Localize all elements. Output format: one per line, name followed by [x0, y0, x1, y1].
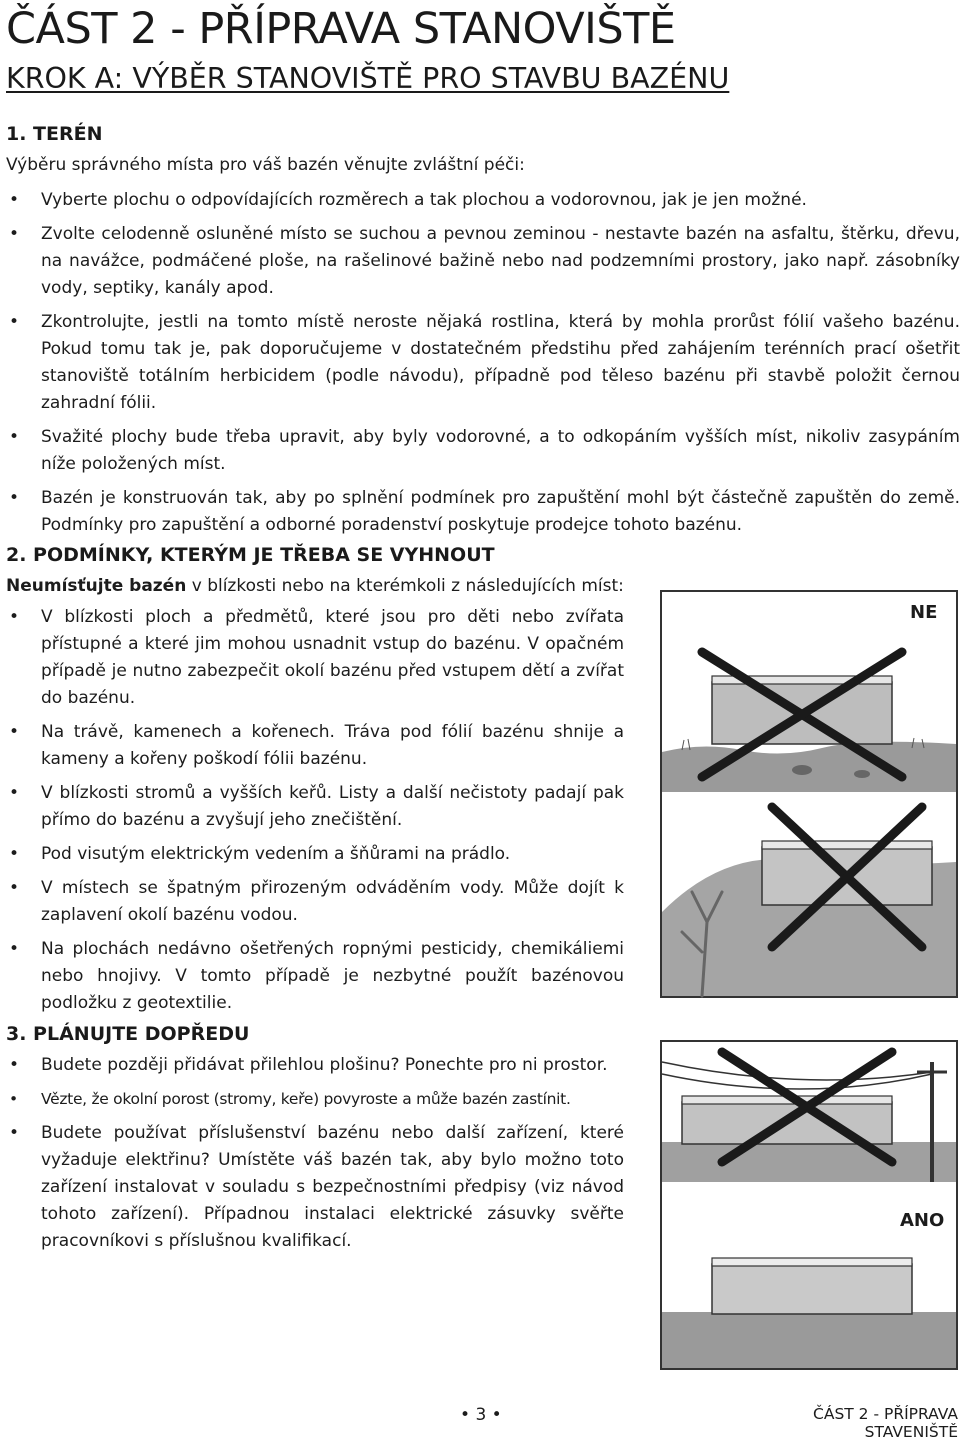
list-item: • V místech se špatným přirozeným odváděním vody. Může dojít k zaplavení okolí bazénu vodou. — [9, 878, 624, 925]
list-item: • Na plochách nedávno ošetřených ropnými pesticidy, chemikáliemi nebo hnojivy. V tomto případě je nezbytné použít bazénovou podložku z geotextilie. — [9, 939, 624, 1013]
list-item: • V blízkosti ploch a předmětů, které jsou pro děti nebo zvířata přístupné a které jim mohou usnadnit vstup do bazénu. V opačném případě je nutno zabezpečit okolí bazénu před vstupem dětí a zvířat do bazénu. — [9, 607, 624, 708]
list-item: • Vyberte plochu o odpovídajících rozměrech a tak plochou a vodorovnou, jak je jen možné. — [9, 190, 807, 210]
list-item: • Zkontrolujte, jestli na tomto místě neroste nějaká rostlina, která by mohla prorůst fólií vašeho bazénu. Pokud tomu tak je, pak doporučujeme v dostatečném předstihu před zahájením terénních prací ošetřit stanoviště totálním herbicidem (podle návodu), případně pod těleso bazénu při stavbě položit černou zahradní fólii. — [9, 312, 960, 413]
list-item: • Vězte, že okolní porost (stromy, keře) povyroste a může bazén zastínit. — [9, 1090, 571, 1108]
footer-section-title: ČÁST 2 - PŘÍPRAVA STAVENIŠTĚ — [813, 1405, 958, 1441]
section2-intro-rest: v blízkosti nebo na kterémkoli z následujících míst: — [186, 576, 624, 596]
section3-heading: 3. PLÁNUJTE DOPŘEDU — [6, 1023, 250, 1045]
section3-list — [6, 1052, 624, 1262]
page-title: ČÁST 2 - PŘÍPRAVA STANOVIŠTĚ — [6, 4, 676, 54]
section1-list — [6, 187, 960, 546]
section2-intro-bold: Neumísťujte bazén — [6, 576, 187, 596]
label-yes: ANO — [900, 1210, 945, 1231]
list-item: • Bazén je konstruován tak, aby po splnění podmínek pro zapuštění mohl být částečně zapuštěn do země. Podmínky pro zapuštění a odborné poradenství poskytuje prodejce tohoto bazénu. — [9, 488, 960, 535]
list-item: • V blízkosti stromů a vyšších keřů. Listy a další nečistoty padají pak přímo do bazénu a zvyšují jeho znečištění. — [9, 783, 624, 830]
label-no: NE — [910, 602, 938, 623]
list-item: • Budete později přidávat přilehlou plošinu? Ponechte pro ni prostor. — [9, 1055, 608, 1075]
page-subtitle: KROK A: VÝBĚR STANOVIŠTĚ PRO STAVBU BAZÉNU — [6, 62, 730, 95]
list-item: • Svažité plochy bude třeba upravit, aby byly vodorovné, a to odkopáním vyšších míst, nikoliv zasypáním níže položených míst. — [9, 427, 960, 474]
list-item: • Pod visutým elektrickým vedením a šňůrami na prádlo. — [9, 844, 511, 864]
illustration-do-not — [660, 590, 958, 998]
section1-heading: 1. TERÉN — [6, 123, 103, 145]
section1-intro: Výběru správného místa pro váš bazén věnujte zvláštní péči: — [6, 155, 525, 175]
section2-intro — [6, 573, 624, 600]
list-item: • Zvolte celodenně osluněné místo se suchou a pevnou zeminou - nestavte bazén na asfaltu, štěrku, dřevu, na navážce, podmáčené ploše, na rašelinové bažině nebo nad podzemními prostory, jako např. zásobníky vody, septiky, kanály apod. — [9, 224, 960, 298]
illustration-no-drawing — [662, 592, 956, 996]
page-number: • 3 • — [460, 1405, 502, 1425]
list-item: • Na trávě, kamenech a kořenech. Tráva pod fólií bazénu shnije a kameny a kořeny poškodí fólii bazénu. — [9, 722, 624, 769]
section2-list — [6, 604, 624, 1024]
illustration-do — [660, 1040, 958, 1370]
list-item: • Budete používat příslušenství bazénu nebo další zařízení, které vyžaduje elektřinu? Umístěte váš bazén tak, aby bylo možno toto zařízení instalovat v souladu s bezpečnostními předpisy (viz návod tohoto zařízení). Případnou instalaci elektrické zásuvky svěřte pracovníkovi s příslušnou kvalifikací. — [9, 1123, 624, 1251]
illustration-yes-drawing — [662, 1042, 956, 1368]
section2-heading: 2. PODMÍNKY, KTERÝM JE TŘEBA SE VYHNOUT — [6, 544, 495, 566]
